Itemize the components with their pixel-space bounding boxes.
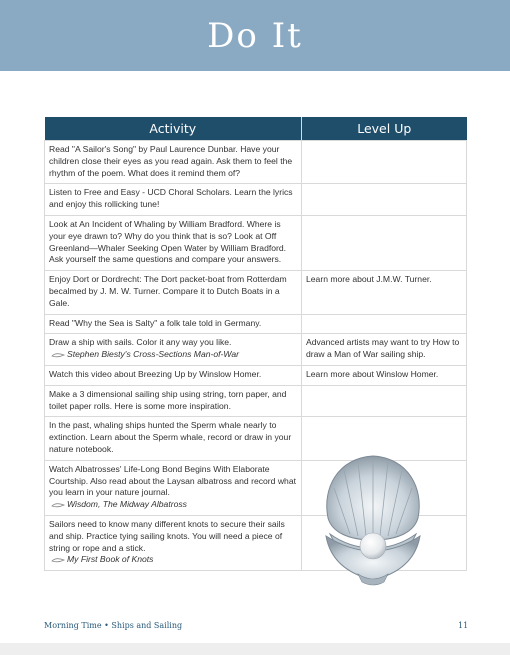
level-up-cell (302, 184, 467, 216)
book-reference[interactable] (49, 349, 297, 361)
activity-cell (45, 314, 302, 334)
book-title: Wisdom, The Midway Albatross (67, 499, 187, 510)
table-row (45, 215, 467, 270)
activity-text: Listen to Free and Easy - UCD Choral Scholars. Learn the lyrics and enjoy this rollicking tune! (49, 187, 293, 210)
column-header-level-up: Level Up (302, 117, 467, 141)
level-up-cell[interactable]: Learn more about J.M.W. Turner. (302, 271, 467, 314)
activity-cell (45, 271, 302, 314)
activity-cell (45, 334, 302, 366)
table-header-row (45, 117, 467, 141)
level-up-cell[interactable]: Learn more about Winslow Homer. (302, 365, 467, 385)
activity-text: Sailors need to know many different knots to secure their sails and ship. Practice tying sailing knots. You will need a piece of string or rope and a stick. (49, 518, 285, 553)
activity-text: Read "Why the Sea is Salty" a folk tale told in Germany. (49, 317, 262, 328)
table-row (45, 385, 467, 417)
leaf-icon (51, 502, 65, 508)
activity-text: Draw a ship with sails. Color it any way you like. (49, 337, 232, 348)
level-up-cell (302, 141, 467, 184)
book-title: My First Book of Knots (67, 554, 154, 565)
page-number: 11 (458, 621, 469, 630)
bottom-strip (0, 643, 510, 655)
column-header-activity: Activity (45, 117, 302, 141)
leaf-icon (51, 557, 65, 563)
leaf-icon (51, 352, 65, 358)
table-row (45, 141, 467, 184)
pearl-shell-illustration (318, 448, 428, 588)
level-up-cell (302, 215, 467, 270)
level-up-cell[interactable]: Advanced artists may want to try How to draw a Man of War sailing ship. (302, 334, 467, 366)
book-title: Stephen Biesty's Cross-Sections Man-of-War (67, 349, 239, 360)
header-band (0, 0, 510, 71)
activity-cell (45, 385, 302, 417)
activity-text: Look at An Incident of Whaling by William Bradford. Where is your eye drawn to? Why do you think that is so? Look at Off Greenland—Whaler Seeking Open Water by William Bradford. Ask yourself the same questions and compare your answers. (49, 218, 287, 265)
activity-cell (45, 460, 302, 515)
level-up-cell (302, 314, 467, 334)
activity-cell (45, 215, 302, 270)
table-row (45, 334, 467, 366)
level-up-cell (302, 385, 467, 417)
book-reference[interactable] (49, 554, 297, 566)
activity-text: In the past, whaling ships hunted the Sperm whale nearly to extinction. Learn about the Sperm whale, record or draw in your nature notebook. (49, 420, 292, 454)
table-row (45, 271, 467, 314)
activity-cell (45, 184, 302, 216)
activity-text: Enjoy Dort or Dordrecht: The Dort packet-boat from Rotterdam becalmed by J. M. W. Turner. Compare it to Dutch Boats in a Gale. (49, 274, 287, 308)
activity-cell (45, 515, 302, 570)
activity-text: Watch this video about Breezing Up by Winslow Homer. (49, 368, 262, 379)
footer-title: Morning Time • Ships and Sailing (44, 621, 183, 630)
table-row (45, 365, 467, 385)
table-row (45, 184, 467, 216)
page-title: Do It (207, 15, 303, 56)
activity-text: Watch Albatrosses' Life-Long Bond Begins With Elaborate Courtship. Also read about the Laysan albatross and record what you learn in your nature journal. (49, 463, 296, 498)
table-row (45, 314, 467, 334)
activity-text: Make a 3 dimensional sailing ship using string, torn paper, and toilet paper rolls. Here is some more inspiration. (49, 388, 287, 411)
activity-cell (45, 417, 302, 460)
activity-cell (45, 141, 302, 184)
book-reference[interactable] (49, 499, 297, 511)
activity-text: Read "A Sailor's Song" by Paul Laurence Dunbar. Have your children close their eyes as you read again. Ask them to feel the rhythm of the poem. What does it remind them of? (49, 144, 293, 178)
activity-cell (45, 365, 302, 385)
